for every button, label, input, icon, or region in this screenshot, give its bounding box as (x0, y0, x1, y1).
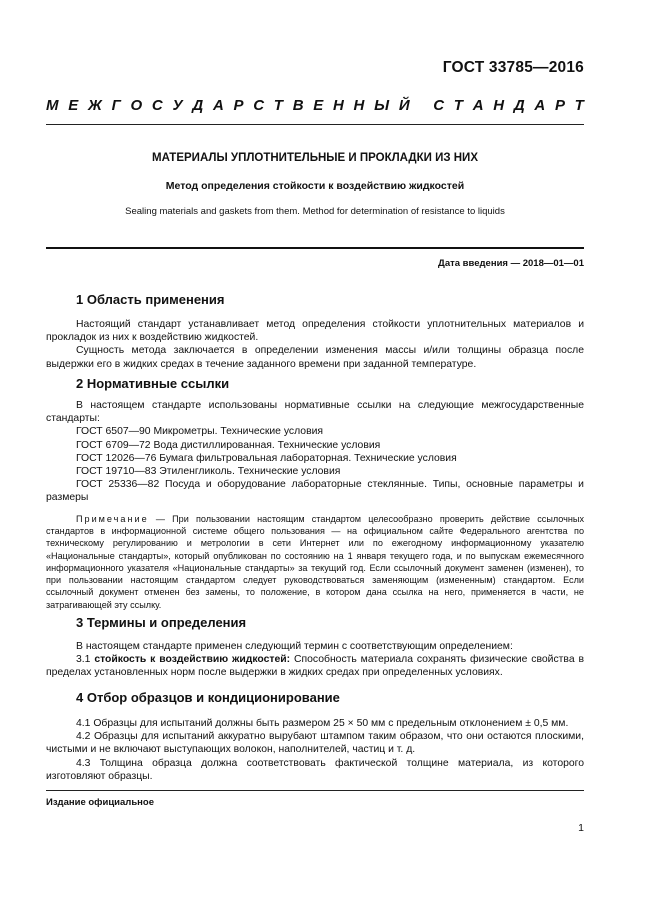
section-3-heading: 3 Термины и определения (76, 615, 247, 630)
term-definition-text: Способность материала сохранять физические свойства в пределах установленных норм после выдержки в жидких средах при определенных условиях. (46, 654, 584, 679)
heading-letter: Р (554, 97, 565, 114)
term-number: 3.1 (76, 654, 95, 666)
section-1-paragraph-1: Настоящий стандарт устанавливает метод определения стойкости уплотнительных материалов и прокладок из них к воздействию жидкостей. (46, 319, 584, 344)
section-3 (46, 615, 584, 630)
section-1 (46, 292, 584, 307)
heading-letter: А (212, 97, 224, 114)
heading-letter: Е (313, 97, 324, 114)
section-2 (46, 376, 584, 391)
heading-letter: С (151, 97, 163, 114)
term-definition (46, 653, 584, 679)
english-title: Sealing materials and gaskets from them. Method for determination of resistance to liquids (125, 206, 505, 217)
heading-letter: А (534, 97, 546, 114)
heading-letter: Ж (87, 97, 102, 114)
document-subtitle: Метод определения стойкости к воздействию жидкостей (165, 180, 465, 192)
heading-letter (419, 97, 423, 114)
heading-letter: Д (192, 97, 204, 114)
section-1-heading: 1 Область применения (76, 292, 225, 307)
standard-type-heading (46, 97, 584, 114)
section-2-heading: 2 Нормативные ссылки (76, 376, 230, 391)
section-1-body (46, 318, 584, 371)
heading-letter: В (292, 97, 304, 114)
reference-item: ГОСТ 12026—76 Бумага фильтровальная лабораторная. Технические условия (76, 452, 457, 464)
section-2-body (46, 399, 584, 611)
heading-letter: Т (453, 97, 463, 114)
section-3-intro: В настоящем стандарте применен следующий термин с соответствующим определением: (76, 641, 513, 652)
gost-number: ГОСТ 33785—2016 (442, 59, 584, 76)
reference-item: ГОСТ 6507—90 Микрометры. Технические условия (76, 426, 324, 438)
introduction-date: Дата введения — 2018—01—01 (438, 258, 584, 269)
heading-letter: Д (513, 97, 525, 114)
note-paragraph (46, 513, 584, 611)
heading-letter: Г (111, 97, 121, 114)
top-divider (46, 124, 584, 125)
normative-references-list (46, 425, 584, 504)
document-title: МАТЕРИАЛЫ УПЛОТНИТЕЛЬНЫЕ И ПРОКЛАДКИ ИЗ НИХ (152, 152, 478, 164)
heading-letter: Т (574, 97, 584, 114)
section-4-paragraph-3: 4.3 Толщина образца должна соответствовать фактической толщине материала, из которого изготовляют образцы. (46, 757, 584, 782)
heading-letter: С (253, 97, 265, 114)
heading-letter: Й (398, 97, 410, 114)
section-4-body (46, 717, 584, 783)
section-2-intro: В настоящем стандарте использованы нормативные ссылки на следующие межгосударственные стандарты: (46, 400, 584, 425)
section-3-body (46, 640, 584, 680)
note-text: — При пользовании настоящим стандартом целесообразно проверить действие ссылочных стандартов в информационной системе общего пользования — на официальном сайте Федерального агентства по техническому регулированию и метрологии в сети Интернет или по ежегодному информационному указателю «Национальные стандарты», который опубликован по состоянию на 1 января текущего года, и по выпускам ежемесячного информационного указателя «Национальные стандарты» за текущий год. Если ссылочный документ заменен (изменен), то при пользовании настоящим стандартом следует руководствоваться заменяющим (измененным) стандартом. Если ссылочный документ отменен без замены, то положение, в котором дана ссылка на него, применяется в части, не затрагивающей эту ссылку. (46, 513, 584, 610)
heading-letter: М (46, 97, 59, 114)
heading-letter: Н (353, 97, 365, 114)
heading-letter: Т (273, 97, 283, 114)
heading-letter: Н (332, 97, 344, 114)
note-label: Примечание (76, 513, 149, 524)
heading-letter: Ы (374, 97, 390, 114)
section-4 (46, 690, 584, 705)
section-1-paragraph-2: Сущность метода заключается в определении изменения массы и/или толщины образца после выдержки его в жидких средах в течение заданного времени при заданной температуре. (46, 345, 584, 370)
reference-item: ГОСТ 19710—83 Этиленгликоль. Технические условия (76, 466, 341, 478)
heading-letter: У (172, 97, 183, 114)
footer-divider (46, 790, 584, 791)
heading-letter: Р (233, 97, 244, 114)
section-4-paragraph-2: 4.2 Образцы для испытаний аккуратно вырубают штампом таким образом, что они остаются плоскими, чистыми и не включают выступающих волокон, наполнителей, частиц и т. д. (46, 731, 584, 756)
heading-letter: О (130, 97, 143, 114)
term-name: стойкость к воздействию жидкостей: (94, 654, 291, 666)
section-4-paragraph-1: 4.1 Образцы для испытаний должны быть размером 25 × 50 мм с предельным отклонением ± 0,5 мм. (76, 718, 569, 729)
section-4-heading: 4 Отбор образцов и кондиционирование (76, 690, 340, 705)
official-edition-label: Издание официальное (46, 797, 154, 808)
heading-letter: Н (493, 97, 505, 114)
heading-letter: А (472, 97, 484, 114)
title-divider (46, 247, 584, 249)
heading-letter: Е (68, 97, 79, 114)
heading-letter: С (433, 97, 445, 114)
reference-item: ГОСТ 6709—72 Вода дистиллированная. Технические условия (76, 439, 381, 451)
page-number: 1 (578, 822, 584, 834)
reference-item: ГОСТ 25336—82 Посуда и оборудование лабораторные стеклянные. Типы, основные параметры и размеры (46, 479, 584, 504)
